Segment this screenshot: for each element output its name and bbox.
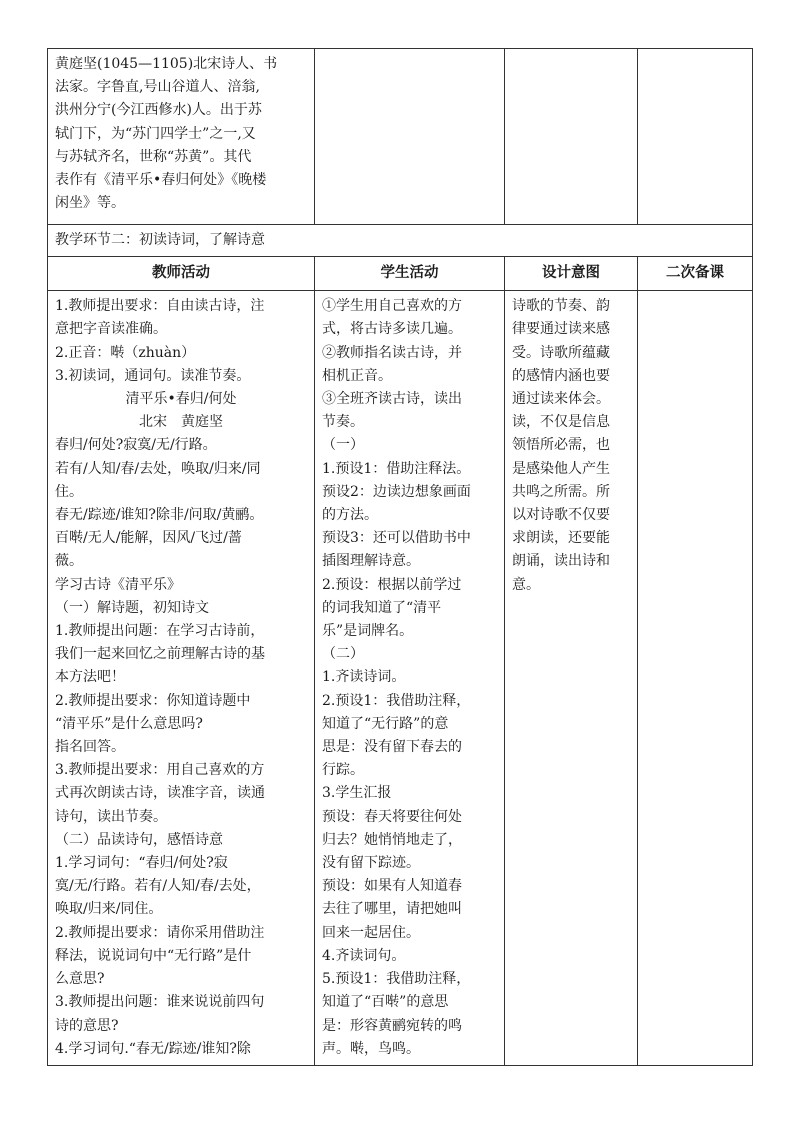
empty-cell: [638, 49, 753, 225]
main-row: [48, 291, 753, 1066]
text-line: 3.学生汇报: [322, 785, 392, 802]
text-line: 3.教师提出问题：谁来说说前四句: [55, 994, 265, 1011]
text-line: 么意思?: [55, 971, 105, 988]
text-line: 声。啭，鸟鸣。: [322, 1040, 420, 1057]
text-line: 3.初读词，通词句。读准节奏。: [55, 367, 251, 384]
design-intent-cell: [505, 291, 638, 1066]
text-line: 春无/踪迹/谁知?除非/问取/黄鹂。: [55, 507, 264, 524]
text-line: （二）品读诗句，感悟诗意: [55, 831, 223, 848]
text-line: 去往了哪里，请把她叫: [322, 901, 462, 918]
design-intent-text: [512, 295, 630, 597]
text-line: 式，将古诗多读几遍。: [322, 321, 462, 338]
text-line: 唤取/归来/同住。: [55, 901, 163, 918]
text-line: 诗句，读出节奏。: [55, 808, 167, 825]
text-line: 思是：没有留下春去的: [322, 739, 462, 756]
text-line: 通过读来体会。: [512, 391, 610, 408]
text-line: 预设3：还可以借助书中: [322, 530, 471, 547]
text-line: 乐”是词牌名。: [322, 623, 414, 640]
text-line: 求朗读，还要能: [512, 530, 610, 547]
text-line: 我们一起来回忆之前理解古诗的基: [55, 646, 265, 663]
text-line: 律要通过读来感: [512, 321, 610, 338]
text-line: ③全班齐读古诗，读出: [322, 391, 462, 408]
empty-cell: [315, 49, 505, 225]
text-line: 预设2：边读边想象画面: [322, 483, 471, 500]
text-line: 1.齐读诗词。: [322, 669, 406, 686]
text-line: 1.教师提出要求：自由读古诗，注: [55, 298, 265, 315]
text-line: 意把字音读准确。: [55, 321, 167, 338]
text-line: 是感染他人产生: [512, 460, 610, 477]
student-activity-cell: [315, 291, 505, 1066]
text-line: 知道了“百啭”的意思: [322, 994, 449, 1011]
section-title: 教学环节二：初读诗词，了解诗意: [48, 225, 753, 257]
text-line: 归去？她悄悄地走了，: [322, 831, 462, 848]
text-line: 1.学习词句：“春归/何处?寂: [55, 855, 228, 872]
text-line: 回来一起居住。: [322, 924, 420, 941]
author-intro-cell: [48, 49, 315, 225]
text-line: 指名回答。: [55, 739, 125, 756]
text-line: 表作有《清平乐•春归何处》《晚楼: [55, 172, 267, 189]
text-line: 洪州分宁(今江西修水)人。出于苏: [55, 102, 262, 119]
text-line: 寞/无/行路。若有/人知/春/去处，: [55, 878, 261, 895]
text-line: 4.学习词句.“春无/踪迹/谁知?除: [55, 1040, 251, 1057]
header-student-activity: 学生活动: [315, 257, 505, 291]
text-line: 4.齐读词句。: [322, 947, 406, 964]
teacher-activity-cell: [48, 291, 315, 1066]
text-line: 1.教师提出问题：在学习古诗前，: [55, 623, 265, 640]
text-line: 2.预设：根据以前学过: [322, 576, 462, 593]
text-line: 的词我知道了“清平: [322, 599, 442, 616]
text-line: 2.教师提出要求：请你采用借助注: [55, 924, 265, 941]
text-line: ①学生用自己喜欢的方: [322, 298, 462, 315]
text-line: 北宋 黄庭坚: [139, 414, 223, 431]
text-line: 的感情内涵也要: [512, 367, 610, 384]
header-row: [48, 257, 753, 291]
text-line: 读，不仅是信息: [512, 414, 610, 431]
text-line: 轼门下，为“苏门四学士”之一,又: [55, 125, 256, 142]
text-line: 预设：春天将要往何处: [322, 808, 462, 825]
header-second-prep: 二次备课: [638, 257, 753, 291]
text-line: 共鸣之所需。所: [512, 483, 610, 500]
text-line: 春归/何处?寂寞/无/行路。: [55, 437, 217, 454]
text-line: 的方法。: [322, 507, 378, 524]
text-line: “清平乐”是什么意思吗?: [55, 715, 203, 732]
text-line: 行踪。: [322, 762, 364, 779]
text-line: 闲坐》等。: [55, 195, 125, 212]
text-line: 法家。字鲁直,号山谷道人、涪翁,: [55, 79, 260, 96]
text-line: 2.教师提出要求：你知道诗题中: [55, 692, 251, 709]
text-line: 2.预设1：我借助注释，: [322, 692, 471, 709]
text-line: 朗诵，读出诗和: [512, 553, 610, 570]
text-line: 与苏轼齐名，世称“苏黄”。其代: [55, 148, 252, 165]
text-line: 相机正音。: [322, 367, 392, 384]
text-line: （一）解诗题，初知诗文: [55, 599, 209, 616]
text-line: 式再次朗读古诗，读准字音，读通: [55, 785, 265, 802]
text-line: 学习古诗《清平乐》: [55, 576, 181, 593]
text-line: 诗的意思?: [55, 1017, 119, 1034]
lesson-plan-table: [47, 48, 753, 1066]
text-line: 意。: [512, 576, 540, 593]
text-line: 5.预设1：我借助注释，: [322, 971, 471, 988]
text-line: 预设：如果有人知道春: [322, 878, 462, 895]
text-line: 插图理解诗意。: [322, 553, 420, 570]
text-line: 诗歌的节奏、韵: [512, 298, 610, 315]
text-line: 释法，说说词句中“无行路”是什: [55, 947, 252, 964]
text-line: 住。: [55, 483, 83, 500]
text-line: 是：形容黄鹂宛转的鸣: [322, 1017, 462, 1034]
text-line: （二）: [322, 646, 364, 663]
text-line: 3.教师提出要求：用自己喜欢的方: [55, 762, 265, 779]
student-activity-text: [322, 295, 497, 1061]
text-line: （一）: [322, 437, 364, 454]
author-intro: [55, 53, 307, 215]
header-design-intent: 设计意图: [505, 257, 638, 291]
section-row: [48, 225, 753, 257]
text-line: 本方法吧！: [55, 669, 125, 686]
text-line: 没有留下踪迹。: [322, 855, 420, 872]
author-row: [48, 49, 753, 225]
text-line: 受。诗歌所蕴藏: [512, 344, 610, 361]
text-line: 2.正音：啭（zhuàn）: [55, 344, 196, 361]
text-line: 黄庭坚(1045—1105)北宋诗人、书: [55, 56, 278, 72]
teacher-activity-text: [55, 295, 307, 1061]
text-line: 节奏。: [322, 414, 364, 431]
text-line: 若有/人知/春/去处，唤取/归来/同: [55, 460, 261, 477]
text-line: 薇。: [55, 553, 83, 570]
text-line: 知道了“无行路”的意: [322, 715, 449, 732]
text-line: 清平乐•春归/何处: [125, 391, 237, 408]
second-prep-cell: [638, 291, 753, 1066]
text-line: 百啭/无人/能解，因风/飞过/蔷: [55, 530, 242, 547]
text-line: 领悟所必需，也: [512, 437, 610, 454]
header-teacher-activity: 教师活动: [48, 257, 315, 291]
empty-cell: [505, 49, 638, 225]
text-line: 1.预设1：借助注释法。: [322, 460, 471, 477]
text-line: ②教师指名读古诗，并: [322, 344, 462, 361]
text-line: 以对诗歌不仅要: [512, 507, 610, 524]
